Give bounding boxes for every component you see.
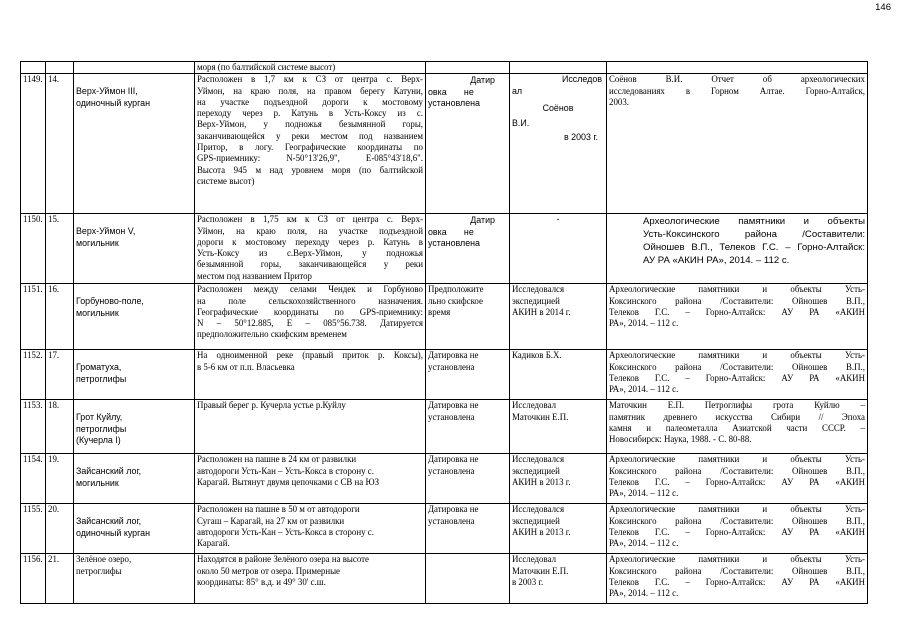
name-line: петроглифы bbox=[76, 423, 127, 434]
site-location bbox=[195, 454, 426, 504]
researcher-line: Маточкин Е.П. bbox=[512, 411, 569, 422]
continuation-row bbox=[21, 62, 868, 74]
source-line: Телеков Г.С. – Горно-Алтайск: АУ РА «АКИН bbox=[609, 476, 865, 487]
site-researcher bbox=[510, 554, 607, 604]
dating-line: Датировка не bbox=[428, 454, 479, 465]
source-line: Коксинского района /Составители: Ойношев В.П., bbox=[609, 515, 865, 526]
dating-line: Предположите bbox=[428, 284, 484, 295]
researcher-line: Соёнов bbox=[542, 102, 574, 113]
cell-empty bbox=[21, 62, 46, 74]
source-line: Коксинского района /Составители: Ойношев В.П., bbox=[609, 295, 865, 306]
source-line: Археологические памятники и объекты bbox=[643, 216, 865, 228]
source-line: РА», 2014. – 112 с. bbox=[609, 588, 679, 599]
registry-body bbox=[21, 62, 868, 604]
location-line: Высота 945 м над уровнем моря (по балтийской bbox=[197, 164, 423, 175]
dating-line: Датировка не bbox=[428, 350, 479, 361]
source-line: Коксинского района /Составители: Ойношев В.П., bbox=[609, 565, 865, 576]
source-line: исследованиях в Горном Алтае. Горно-Алтайск, bbox=[609, 85, 865, 96]
researcher-line: - bbox=[556, 214, 560, 225]
site-row bbox=[21, 554, 868, 604]
location-line: в 5-6 км от п.п. Власьевка bbox=[197, 361, 295, 372]
name-line: Зайсанский лог, bbox=[76, 516, 142, 527]
location-line: Расположен на пашне в 50 м от автодороги bbox=[197, 504, 360, 515]
location-line: Географические координаты по GPS-приемнику: bbox=[197, 306, 423, 317]
site-researcher bbox=[510, 74, 607, 214]
site-researcher bbox=[510, 454, 607, 504]
researcher-line: экспедицией bbox=[512, 465, 560, 476]
row-index bbox=[46, 350, 74, 400]
row-index bbox=[46, 214, 74, 284]
row-number bbox=[21, 74, 46, 214]
site-source bbox=[607, 504, 868, 554]
row-number-text: 1156. bbox=[23, 554, 43, 565]
row-number bbox=[21, 284, 46, 350]
researcher-line: Кадиков Б.Х. bbox=[512, 350, 562, 361]
location-line: координаты: 85° в.д. и 49° 30' с.ш. bbox=[197, 576, 326, 587]
location-line: Правый берег р. Кучерла устье р.Куйлу bbox=[197, 400, 346, 411]
location-line: на поле сельскохозяйственного назначения. bbox=[197, 295, 423, 306]
location-line: автодороги Усть-Кан – Усть-Кокса в сторону с. bbox=[197, 465, 374, 476]
row-number-text: 1154. bbox=[23, 454, 43, 465]
source-line: Археологические памятники и объекты Усть- bbox=[609, 554, 865, 565]
name-line: петроглифы bbox=[76, 565, 122, 576]
row-number-text: 1149. bbox=[23, 74, 43, 85]
location-line: переходу через р. Катунь в Усть-Коксу из с. bbox=[197, 108, 423, 119]
row-number-text: 1150. bbox=[23, 214, 43, 225]
dating-line: время bbox=[428, 306, 451, 317]
row-index-text: 21. bbox=[48, 554, 60, 565]
source-line: Маточкин Е.П. Петроглифы грота Куйлю – bbox=[609, 400, 865, 411]
source-line: Ойношев В.П., Телеков Г.С. – Горно-Алтайск: bbox=[643, 242, 865, 254]
dating-line: овка не bbox=[428, 226, 474, 237]
row-index-text: 15. bbox=[48, 214, 60, 225]
site-source bbox=[607, 214, 868, 284]
researcher-line: экспедицией bbox=[512, 295, 560, 306]
name-line: Зайсанский лог, bbox=[76, 466, 142, 477]
site-row bbox=[21, 214, 868, 284]
site-location bbox=[195, 554, 426, 604]
source-line: камня и палеометалла Азиатской части СССР. – bbox=[609, 422, 865, 433]
row-index-text: 20. bbox=[48, 504, 60, 515]
site-dating bbox=[426, 74, 510, 214]
name-line: одиночный курган bbox=[76, 97, 150, 108]
row-number-text: 1153. bbox=[23, 400, 43, 411]
location-line: Уймон, на краю поля, на правом берегу Катуни, bbox=[197, 85, 423, 96]
name-line: могильник bbox=[76, 477, 119, 488]
site-row bbox=[21, 74, 868, 214]
name-line: могильник bbox=[76, 237, 119, 248]
site-source bbox=[607, 350, 868, 400]
source-line: РА», 2014. – 112 с. bbox=[609, 318, 679, 329]
location-line: Расположен в 1,7 км к СЗ от центра с. Верх- bbox=[197, 74, 423, 85]
location-line: системе высот) bbox=[197, 175, 255, 186]
source-line: Соёнов В.И. Отчет об археологических bbox=[609, 74, 865, 85]
page-number: 146 bbox=[875, 2, 891, 13]
site-researcher bbox=[510, 504, 607, 554]
name-line: могильник bbox=[76, 307, 119, 318]
location-line: Уймон, на краю поля, на участке подъездной bbox=[197, 225, 423, 236]
location-line: Расположен в 1,75 км к СЗ от центра с. Верх- bbox=[197, 214, 423, 225]
location-line: автодороги Усть-Кан – Усть-Кокса в сторону с. bbox=[197, 526, 374, 537]
cell-empty bbox=[607, 62, 868, 74]
location-line: Сугаш – Карагай, на 27 км от развилки bbox=[197, 515, 345, 526]
row-number-text: 1152. bbox=[23, 350, 43, 361]
researcher-line: Исследовался bbox=[512, 454, 565, 465]
site-row bbox=[21, 400, 868, 454]
row-index bbox=[46, 554, 74, 604]
source-line: Археологические памятники и объекты Усть- bbox=[609, 350, 865, 361]
site-location bbox=[195, 284, 426, 350]
researcher-line: Исследовался bbox=[512, 504, 565, 515]
row-index-text: 19. bbox=[48, 454, 60, 465]
site-name bbox=[74, 400, 195, 454]
dating-line: Датир bbox=[470, 215, 495, 226]
row-index-text: 16. bbox=[48, 284, 60, 295]
source-line: памятник древнего искусства Сибири // Эпоха bbox=[609, 411, 865, 422]
name-line: Громатуха, bbox=[76, 362, 122, 373]
site-dating bbox=[426, 214, 510, 284]
dating-line: установлена bbox=[428, 515, 475, 526]
name-line: (Кучерла I) bbox=[76, 434, 121, 445]
row-number bbox=[21, 454, 46, 504]
location-line: дороги к мостовому переходу через р. Катунь в bbox=[197, 236, 423, 247]
site-location bbox=[195, 74, 426, 214]
row-index bbox=[46, 74, 74, 214]
row-number bbox=[21, 214, 46, 284]
source-line: Археологические памятники и объекты Усть- bbox=[609, 454, 865, 465]
cell-empty bbox=[46, 62, 74, 74]
continuation-text: моря (по балтийской системе высот) bbox=[195, 62, 426, 74]
row-number bbox=[21, 504, 46, 554]
researcher-line: в 2003 г. bbox=[563, 132, 598, 143]
dating-line: установлена bbox=[428, 361, 475, 372]
location-line: около 50 метров от озера. Примерные bbox=[197, 565, 340, 576]
dating-line: установлена bbox=[428, 237, 480, 248]
site-row bbox=[21, 504, 868, 554]
row-number-text: 1151. bbox=[23, 284, 43, 295]
researcher-line: АКИН в 2014 г. bbox=[512, 306, 571, 317]
source-line: РА», 2014. – 112 с. bbox=[609, 538, 679, 549]
source-line: РА», 2014. – 112 с. bbox=[609, 488, 679, 499]
source-line: Коксинского района /Составители: Ойношев В.П., bbox=[609, 361, 865, 372]
source-line: Телеков Г.С. – Горно-Алтайск: АУ РА «АКИН bbox=[609, 526, 865, 537]
source-line: Усть-Коксинского района /Составители: bbox=[643, 229, 865, 241]
row-index bbox=[46, 284, 74, 350]
site-source bbox=[607, 284, 868, 350]
location-line: Расположен на пашне в 24 км от развилки bbox=[197, 454, 357, 465]
site-name bbox=[74, 504, 195, 554]
dating-line: установлена bbox=[428, 97, 480, 108]
name-line: Зелёное озеро, bbox=[76, 554, 132, 565]
site-name bbox=[74, 554, 195, 604]
source-line: Новосибирск: Наука, 1988. - С. 80-88. bbox=[609, 434, 752, 445]
row-index bbox=[46, 504, 74, 554]
row-index-text: 18. bbox=[48, 400, 60, 411]
name-line: Грот Куйлу, bbox=[76, 412, 123, 423]
site-name bbox=[74, 350, 195, 400]
site-dating bbox=[426, 554, 510, 604]
source-line: Коксинского района /Составители: Ойношев В.П., bbox=[609, 465, 865, 476]
location-line: заканчивающейся у реки местом под названием bbox=[197, 130, 423, 141]
source-line: Телеков Г.С. – Горно-Алтайск: АУ РА «АКИН bbox=[609, 306, 865, 317]
site-row bbox=[21, 454, 868, 504]
dating-line: установлена bbox=[428, 465, 475, 476]
site-source bbox=[607, 454, 868, 504]
source-line: 2003. bbox=[609, 96, 629, 107]
site-researcher bbox=[510, 400, 607, 454]
name-line: Горбуново-поле, bbox=[76, 296, 144, 307]
row-number bbox=[21, 554, 46, 604]
row-index-text: 14. bbox=[48, 74, 60, 85]
site-researcher bbox=[510, 350, 607, 400]
row-number-text: 1155. bbox=[23, 504, 43, 515]
site-source bbox=[607, 400, 868, 454]
researcher-line: АКИН в 2013 г. bbox=[512, 526, 571, 537]
source-line: АУ РА «АКИН РА», 2014. – 112 с. bbox=[643, 255, 790, 267]
researcher-line: В.И. bbox=[512, 118, 530, 129]
location-line: GPS-приемнику: N-50°13'26,9", E-085°43'18,6". bbox=[197, 153, 423, 164]
site-location bbox=[195, 400, 426, 454]
researcher-line: АКИН в 2013 г. bbox=[512, 476, 571, 487]
site-registry-table bbox=[20, 61, 868, 604]
row-index bbox=[46, 400, 74, 454]
location-line: Расположен между селами Чендек и Горбуново bbox=[197, 284, 423, 295]
source-line: РА», 2014. – 112 с. bbox=[609, 384, 679, 395]
site-name bbox=[74, 284, 195, 350]
location-line: Притор, в логу. Географические координаты по bbox=[197, 142, 423, 153]
site-dating bbox=[426, 454, 510, 504]
dating-line: установлена bbox=[428, 411, 475, 422]
researcher-line: Маточкин Е.П. bbox=[512, 565, 569, 576]
site-source bbox=[607, 554, 868, 604]
row-index bbox=[46, 454, 74, 504]
site-dating bbox=[426, 504, 510, 554]
researcher-line: Исследовался bbox=[512, 284, 565, 295]
cell-empty bbox=[74, 62, 195, 74]
site-name bbox=[74, 74, 195, 214]
site-researcher bbox=[510, 284, 607, 350]
researcher-line: Исследовал bbox=[512, 554, 557, 565]
researcher-line: ал bbox=[512, 85, 523, 96]
dating-line: Датир bbox=[470, 75, 495, 86]
name-line: петроглифы bbox=[76, 373, 127, 384]
site-name bbox=[74, 214, 195, 284]
dating-line: Датировка не bbox=[428, 504, 479, 515]
location-line: местом под названием Притор bbox=[197, 270, 312, 281]
site-location bbox=[195, 504, 426, 554]
source-line: Археологические памятники и объекты Усть- bbox=[609, 284, 865, 295]
location-line: на участке подъездной дороги к мостовому bbox=[197, 96, 423, 107]
location-line: Верх-Уймон, у подножья безымянной горы, bbox=[197, 119, 423, 130]
dating-line: льно скифское bbox=[428, 295, 483, 306]
researcher-line: экспедицией bbox=[512, 515, 560, 526]
site-dating bbox=[426, 284, 510, 350]
site-dating bbox=[426, 400, 510, 454]
name-line: Верх-Уймон V, bbox=[76, 226, 136, 237]
site-name bbox=[74, 454, 195, 504]
site-researcher bbox=[510, 214, 607, 284]
cell-empty bbox=[510, 62, 607, 74]
location-line: Усть-Коксу из с.Верх-Уймон, у подножья bbox=[197, 248, 423, 259]
location-line: Карагай. Вытянут двумя цепочками с СВ на ЮЗ bbox=[197, 476, 380, 487]
location-line: безымянной горы, заканчивающейся у реки bbox=[197, 259, 423, 270]
row-number bbox=[21, 400, 46, 454]
dating-line: овка не bbox=[428, 86, 474, 97]
location-line: Карагай. bbox=[197, 538, 230, 549]
name-line: одиночный курган bbox=[76, 527, 150, 538]
dating-line: Датировка не bbox=[428, 400, 479, 411]
researcher-line: в 2003 г. bbox=[512, 576, 544, 587]
source-line: Телеков Г.С. – Горно-Алтайск: АУ РА «АКИН bbox=[609, 372, 865, 383]
location-line: предположительно скифским временем bbox=[197, 329, 347, 340]
cell-empty bbox=[426, 62, 510, 74]
site-location bbox=[195, 350, 426, 400]
researcher-line: Исследов bbox=[561, 74, 602, 85]
researcher-line: Исследовал bbox=[512, 400, 557, 411]
source-line: Телеков Г.С. – Горно-Алтайск: АУ РА «АКИН bbox=[609, 576, 865, 587]
row-number bbox=[21, 350, 46, 400]
site-dating bbox=[426, 350, 510, 400]
name-line: Верх-Уймон III, bbox=[76, 86, 138, 97]
location-line: Находятся в районе Зелёного озера на высоте bbox=[197, 554, 369, 565]
location-line: На одноименной реке (правый приток р. Коксы), bbox=[197, 350, 423, 361]
site-location bbox=[195, 214, 426, 284]
site-row bbox=[21, 284, 868, 350]
row-index-text: 17. bbox=[48, 350, 60, 361]
source-line: Археологические памятники и объекты Усть- bbox=[609, 504, 865, 515]
site-row bbox=[21, 350, 868, 400]
location-line: N – 50°12.885, E – 085°56.738. Датируется bbox=[197, 318, 423, 329]
site-source bbox=[607, 74, 868, 214]
